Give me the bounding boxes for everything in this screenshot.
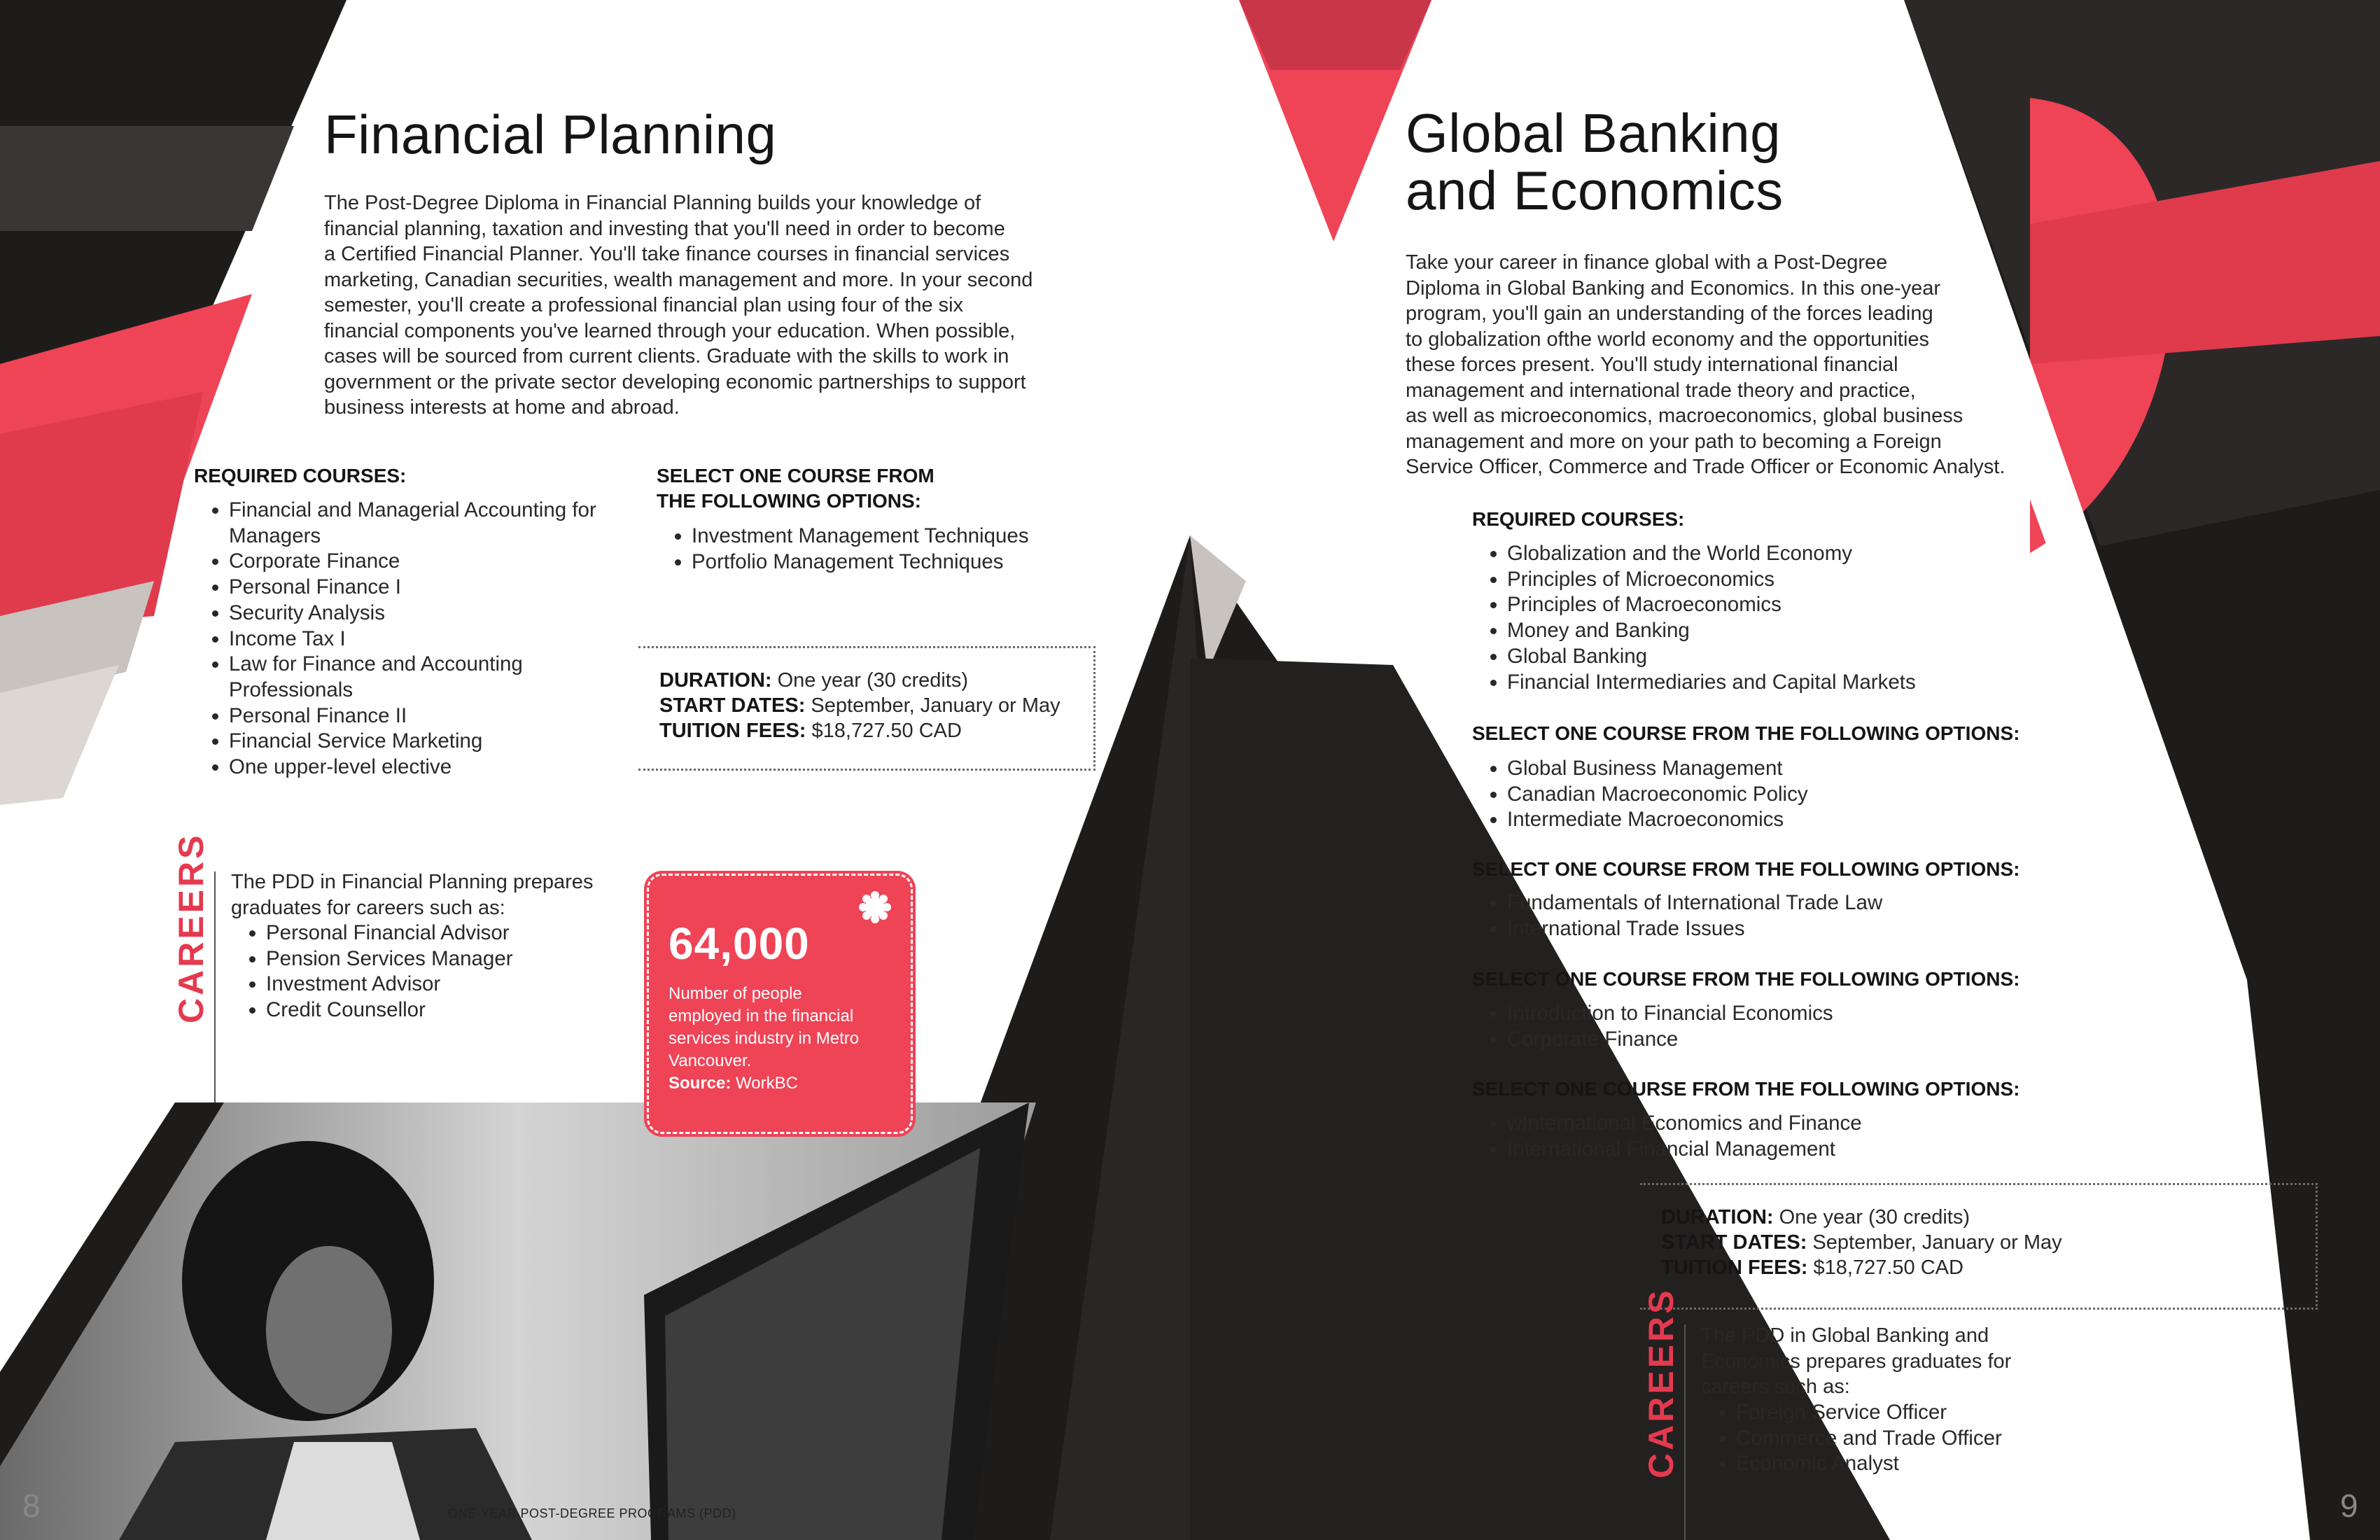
list-item: • Intermediate Macroeconomics [1507, 807, 1997, 833]
tuition-label: TUITION FEES: [1661, 1256, 1808, 1279]
duration-label: DURATION: [1661, 1206, 1774, 1228]
badge-icon [859, 891, 891, 923]
list-item: • Principles of Microeconomics [1507, 567, 1997, 593]
careers-intro [231, 869, 623, 920]
careers-vertical-label: CAREERS [1642, 1287, 1681, 1478]
stat-source [668, 1072, 899, 1095]
stat-number: 64,000 [668, 918, 810, 969]
option-group-1-list [1472, 756, 1997, 833]
intro-paragraph-global-banking [1406, 250, 2064, 480]
required-courses-list [1472, 541, 1997, 695]
intro-line: program, you'll gain an understanding of the forces leading [1406, 302, 1933, 325]
list-item: • Portfolio Management Techniques [692, 550, 1140, 575]
tuition-row [1661, 1255, 2062, 1280]
source-value: WorkBC [736, 1074, 798, 1093]
intro-line: The Post-Degree Diploma in Financial Planning builds your knowledge of [324, 192, 981, 214]
required-courses-heading: REQUIRED COURSES: [1472, 508, 1685, 530]
page-title-global-banking [1406, 102, 1784, 221]
portrait-face [266, 1246, 392, 1414]
start-dates-value: September, January or May [1812, 1231, 2062, 1254]
list-item: • Money and Banking [1507, 618, 1997, 644]
stat-desc-line: Vancouver. [668, 1051, 752, 1070]
title-line: and Economics [1406, 159, 1784, 221]
left-grey-band [0, 126, 294, 231]
start-dates-value: September, January or May [811, 694, 1060, 717]
intro-line: management and more on your path to becoming a Foreign [1406, 430, 1942, 453]
intro-line: Take your career in finance global with a Post-Degree [1406, 251, 1888, 274]
careers-intro-line: The PDD in Global Banking and [1701, 1324, 1989, 1347]
list-item: • Personal Finance II [229, 704, 621, 729]
duration-row [1661, 1205, 2062, 1230]
intro-line: these forces present. You'll study international financial [1406, 354, 1898, 376]
careers-intro-line: careers such as: [1701, 1376, 1850, 1398]
intro-line: Diploma in Global Banking and Economics. In this one-year [1406, 276, 1941, 300]
list-item: • Global Banking [1507, 644, 1997, 670]
list-item: • International Financial Management [1507, 1137, 1997, 1163]
start-dates-label: START DATES: [659, 694, 806, 717]
list-item: • Globalization and the World Economy [1507, 541, 1997, 567]
list-item: • Investment Advisor [266, 972, 630, 997]
careers-list [231, 920, 630, 1023]
stat-description [668, 983, 899, 1095]
option-group-4-heading: SELECT ONE COURSE FROM THE FOLLOWING OPTIONS: [1472, 1078, 2020, 1100]
intro-line: management and international trade theory and practice, [1406, 379, 1916, 402]
page-title-financial-planning: Financial Planning [324, 104, 777, 165]
intro-line: cases will be sourced from current clients. Graduate with the skills to work in [324, 345, 1009, 368]
start-dates-label: START DATES: [1661, 1231, 1807, 1254]
duration-row [659, 668, 1060, 693]
tuition-row [659, 718, 1060, 743]
list-item: • wInternational Economics and Finance [1507, 1111, 1997, 1137]
duration-label: DURATION: [659, 669, 772, 692]
list-item: • Corporate Finance [1507, 1027, 1997, 1053]
heading-line: THE FOLLOWING OPTIONS: [657, 490, 921, 512]
required-courses-list [194, 498, 621, 780]
list-item: • Credit Counsellor [266, 997, 630, 1023]
program-info-box [638, 646, 1096, 771]
option-group-3-list [1472, 1001, 1997, 1052]
list-item: • One upper-level elective [229, 755, 621, 780]
intro-line: marketing, Canadian securities, wealth management and more. In your second [324, 268, 1033, 291]
select-courses-heading [657, 463, 934, 514]
intro-line: a Certified Financial Planner. You'll take finance courses in financial services [324, 243, 1010, 265]
duration-value: One year (30 credits) [777, 669, 969, 692]
list-item: • Canadian Macroeconomic Policy [1507, 782, 1997, 808]
intro-line: business interests at home and abroad. [324, 396, 680, 419]
option-group-3-heading: SELECT ONE COURSE FROM THE FOLLOWING OPTIONS: [1472, 968, 2020, 990]
list-item: • Commerce and Trade Officer [1736, 1426, 2086, 1452]
source-label: Source: [668, 1074, 732, 1093]
stat-card [647, 874, 913, 1134]
list-item: • Corporate Finance [229, 549, 621, 575]
option-group-2-list [1472, 890, 1997, 941]
start-dates-row [1661, 1230, 2062, 1255]
list-item: • Financial Service Marketing [229, 729, 621, 755]
careers-vertical-label: CAREERS [172, 832, 211, 1023]
required-courses-heading: REQUIRED COURSES: [194, 465, 407, 486]
intro-line: government or the private sector developing economic partnerships to support [324, 370, 1026, 393]
option-group-1-heading: SELECT ONE COURSE FROM THE FOLLOWING OPTIONS: [1472, 722, 2020, 744]
list-item: • Pension Services Manager [266, 946, 630, 972]
intro-line: financial planning, taxation and investing that you'll need in order to become [324, 217, 1005, 240]
list-item: • International Trade Issues [1507, 916, 1997, 942]
tuition-value: $18,727.50 CAD [1813, 1256, 1963, 1279]
careers-intro-line: Economics prepares graduates for [1701, 1350, 2012, 1373]
careers-divider [214, 872, 216, 1102]
program-info-box [1640, 1183, 2318, 1310]
list-item: • Personal Financial Advisor [266, 920, 630, 946]
start-dates-row [659, 693, 1060, 718]
intro-line: to globalization ofthe world economy and the opportunities [1406, 328, 1930, 351]
list-item: • Fundamentals of International Trade Law [1507, 890, 1997, 916]
intro-line: financial components you've learned through your education. When possible, [324, 319, 1016, 342]
careers-intro [1701, 1323, 2037, 1400]
list-item: • Personal Finance I [229, 575, 621, 601]
tuition-value: $18,727.50 CAD [811, 720, 962, 742]
page-number-right: 9 [2340, 1488, 2358, 1524]
heading-line: SELECT ONE COURSE FROM [657, 465, 934, 486]
stat-desc-line: Number of people [668, 984, 802, 1003]
careers-divider [1684, 1324, 1686, 1540]
stat-desc-line: services industry in Metro [668, 1029, 860, 1048]
list-item: • Security Analysis [229, 601, 621, 626]
list-item: • Financial Intermediaries and Capital Markets [1507, 670, 1997, 696]
option-group-4-list [1472, 1111, 1997, 1162]
footer-program-label: ONE-YEAR POST-DEGREE PROGRAMS (PDD) [448, 1506, 736, 1520]
list-item: • Financial and Managerial Accounting for Managers [229, 498, 621, 549]
careers-intro-line: graduates for careers such as: [231, 896, 505, 919]
list-item: • Foreign Service Officer [1736, 1400, 2086, 1426]
title-line: Global Banking [1406, 102, 1782, 164]
page-number-left: 8 [22, 1488, 41, 1524]
list-item: • Global Business Management [1507, 756, 1997, 782]
select-courses-list [657, 524, 1140, 575]
intro-line: Service Officer, Commerce and Trade Officer or Economic Analyst. [1406, 456, 2005, 478]
duration-value: One year (30 credits) [1779, 1206, 1970, 1228]
top-red-shade [1239, 0, 1432, 70]
list-item: • Economic Analyst [1736, 1451, 2086, 1477]
list-item: • Principles of Macroeconomics [1507, 592, 1997, 618]
careers-intro-line: The PDD in Financial Planning prepares [231, 871, 594, 893]
stat-desc-line: employed in the financial [668, 1007, 854, 1026]
careers-list [1701, 1400, 2086, 1477]
list-item: • Investment Management Techniques [692, 524, 1140, 550]
list-item: • Law for Finance and Accounting Professionals [229, 652, 621, 703]
intro-line: semester, you'll create a professional financial plan using four of the six [324, 294, 964, 316]
list-item: • Income Tax I [229, 626, 621, 652]
tuition-label: TUITION FEES: [659, 720, 806, 742]
list-item: • Introduction to Financial Economics [1507, 1001, 1997, 1027]
option-group-2-heading: SELECT ONE COURSE FROM THE FOLLOWING OPTIONS: [1472, 858, 2020, 880]
intro-paragraph-financial-planning [324, 190, 1094, 421]
intro-line: as well as microeconomics, macroeconomics, global business [1406, 405, 1963, 427]
